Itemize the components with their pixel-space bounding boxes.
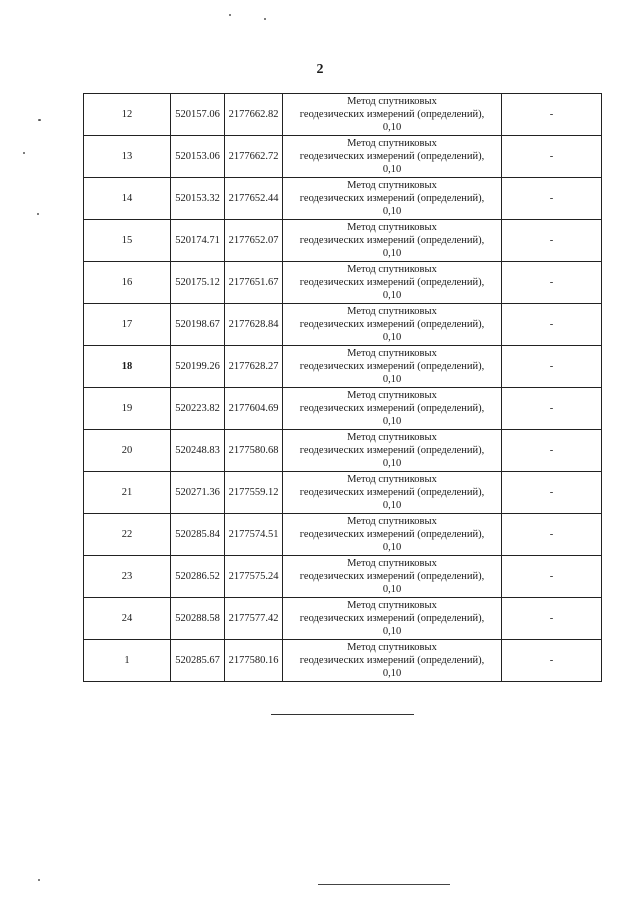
scan-speck (38, 119, 41, 121)
method-description (283, 598, 502, 640)
method-line: Метод спутниковых (347, 306, 437, 317)
coordinate-y: 2177577.42 (225, 598, 283, 640)
method-line: 0,10 (382, 626, 402, 637)
coordinate-y: 2177662.82 (225, 94, 283, 136)
coordinate-x: 520175.12 (171, 262, 225, 304)
table-row (84, 556, 602, 598)
description-cell: - (502, 136, 602, 178)
method-line: 0,10 (382, 416, 402, 427)
method-line: геодезических измерений (определений), (299, 571, 485, 582)
page-number: 2 (316, 62, 324, 77)
coordinate-x: 520153.32 (171, 178, 225, 220)
coordinate-y: 2177604.69 (225, 388, 283, 430)
method-line: Метод спутниковых (347, 474, 437, 485)
coordinate-y: 2177652.44 (225, 178, 283, 220)
description-cell: - (502, 178, 602, 220)
table-row (84, 94, 602, 136)
method-line: Метод спутниковых (347, 516, 437, 527)
point-number: 13 (84, 136, 171, 178)
table-row (84, 178, 602, 220)
method-line: геодезических измерений (определений), (299, 613, 485, 624)
point-number: 17 (84, 304, 171, 346)
method-line: Метод спутниковых (347, 600, 437, 611)
coordinates-table-body (84, 94, 602, 682)
method-line: 0,10 (382, 542, 402, 553)
coordinate-x: 520286.52 (171, 556, 225, 598)
coordinate-x: 520288.58 (171, 598, 225, 640)
description-cell: - (502, 346, 602, 388)
point-number: 18 (84, 346, 171, 388)
coordinate-y: 2177662.72 (225, 136, 283, 178)
method-line: Метод спутниковых (347, 96, 437, 107)
point-number: 23 (84, 556, 171, 598)
coordinate-x: 520157.06 (171, 94, 225, 136)
method-line: 0,10 (382, 206, 402, 217)
table-row (84, 262, 602, 304)
method-description (283, 514, 502, 556)
method-line: Метод спутниковых (347, 558, 437, 569)
method-line: геодезических измерений (определений), (299, 109, 485, 120)
table-row (84, 136, 602, 178)
table-row (84, 598, 602, 640)
method-description (283, 262, 502, 304)
method-line: Метод спутниковых (347, 264, 437, 275)
method-line: 0,10 (382, 332, 402, 343)
method-description (283, 304, 502, 346)
coordinate-x: 520285.67 (171, 640, 225, 682)
coordinate-y: 2177575.24 (225, 556, 283, 598)
method-description (283, 640, 502, 682)
table-row (84, 430, 602, 472)
point-number: 22 (84, 514, 171, 556)
description-cell: - (502, 94, 602, 136)
method-description (283, 178, 502, 220)
description-cell: - (502, 262, 602, 304)
description-cell: - (502, 640, 602, 682)
scan-speck (264, 18, 266, 20)
scan-speck (37, 213, 39, 215)
method-description (283, 346, 502, 388)
method-description (283, 556, 502, 598)
method-description (283, 220, 502, 262)
method-line: 0,10 (382, 374, 402, 385)
point-number: 15 (84, 220, 171, 262)
description-cell: - (502, 598, 602, 640)
coordinate-x: 520271.36 (171, 472, 225, 514)
method-line: геодезических измерений (определений), (299, 529, 485, 540)
method-line: Метод спутниковых (347, 138, 437, 149)
footer-rule (318, 884, 450, 885)
coordinate-x: 520285.84 (171, 514, 225, 556)
coordinate-y: 2177652.07 (225, 220, 283, 262)
point-number: 21 (84, 472, 171, 514)
method-line: геодезических измерений (определений), (299, 151, 485, 162)
point-number: 1 (84, 640, 171, 682)
coordinate-y: 2177628.27 (225, 346, 283, 388)
scan-speck (229, 14, 231, 16)
method-line: 0,10 (382, 584, 402, 595)
coordinate-y: 2177651.67 (225, 262, 283, 304)
method-line: геодезических измерений (определений), (299, 655, 485, 666)
table-row (84, 514, 602, 556)
point-number: 20 (84, 430, 171, 472)
table-row (84, 346, 602, 388)
method-line: Метод спутниковых (347, 222, 437, 233)
coordinate-x: 520174.71 (171, 220, 225, 262)
point-number: 14 (84, 178, 171, 220)
method-line: 0,10 (382, 668, 402, 679)
table-row (84, 304, 602, 346)
description-cell: - (502, 514, 602, 556)
coordinate-y: 2177559.12 (225, 472, 283, 514)
table-row (84, 388, 602, 430)
method-line: Метод спутниковых (347, 348, 437, 359)
coordinate-x: 520223.82 (171, 388, 225, 430)
coordinate-y: 2177580.68 (225, 430, 283, 472)
description-cell: - (502, 472, 602, 514)
method-line: геодезических измерений (определений), (299, 445, 485, 456)
scan-speck (38, 879, 40, 881)
method-line: 0,10 (382, 458, 402, 469)
description-cell: - (502, 304, 602, 346)
coordinate-x: 520198.67 (171, 304, 225, 346)
point-number: 19 (84, 388, 171, 430)
method-description (283, 388, 502, 430)
method-line: Метод спутниковых (347, 390, 437, 401)
coordinate-y: 2177580.16 (225, 640, 283, 682)
method-description (283, 94, 502, 136)
table-row (84, 472, 602, 514)
point-number: 24 (84, 598, 171, 640)
table-row (84, 640, 602, 682)
scan-speck (23, 152, 25, 154)
closing-rule (271, 714, 414, 715)
method-line: Метод спутниковых (347, 432, 437, 443)
method-line: 0,10 (382, 164, 402, 175)
description-cell: - (502, 430, 602, 472)
coordinate-x: 520248.83 (171, 430, 225, 472)
method-line: геодезических измерений (определений), (299, 319, 485, 330)
method-line: Метод спутниковых (347, 642, 437, 653)
coordinate-x: 520153.06 (171, 136, 225, 178)
method-line: геодезических измерений (определений), (299, 361, 485, 372)
table-row (84, 220, 602, 262)
description-cell: - (502, 388, 602, 430)
point-number: 16 (84, 262, 171, 304)
coordinate-y: 2177574.51 (225, 514, 283, 556)
method-description (283, 136, 502, 178)
coordinates-table (83, 93, 602, 682)
point-number: 12 (84, 94, 171, 136)
description-cell: - (502, 556, 602, 598)
method-description (283, 430, 502, 472)
method-line: геодезических измерений (определений), (299, 403, 485, 414)
method-line: 0,10 (382, 500, 402, 511)
method-line: геодезических измерений (определений), (299, 487, 485, 498)
method-line: 0,10 (382, 122, 402, 133)
method-line: 0,10 (382, 248, 402, 259)
method-line: геодезических измерений (определений), (299, 193, 485, 204)
method-line: геодезических измерений (определений), (299, 235, 485, 246)
coordinate-y: 2177628.84 (225, 304, 283, 346)
method-line: геодезических измерений (определений), (299, 277, 485, 288)
description-cell: - (502, 220, 602, 262)
method-description (283, 472, 502, 514)
method-line: 0,10 (382, 290, 402, 301)
coordinate-x: 520199.26 (171, 346, 225, 388)
method-line: Метод спутниковых (347, 180, 437, 191)
